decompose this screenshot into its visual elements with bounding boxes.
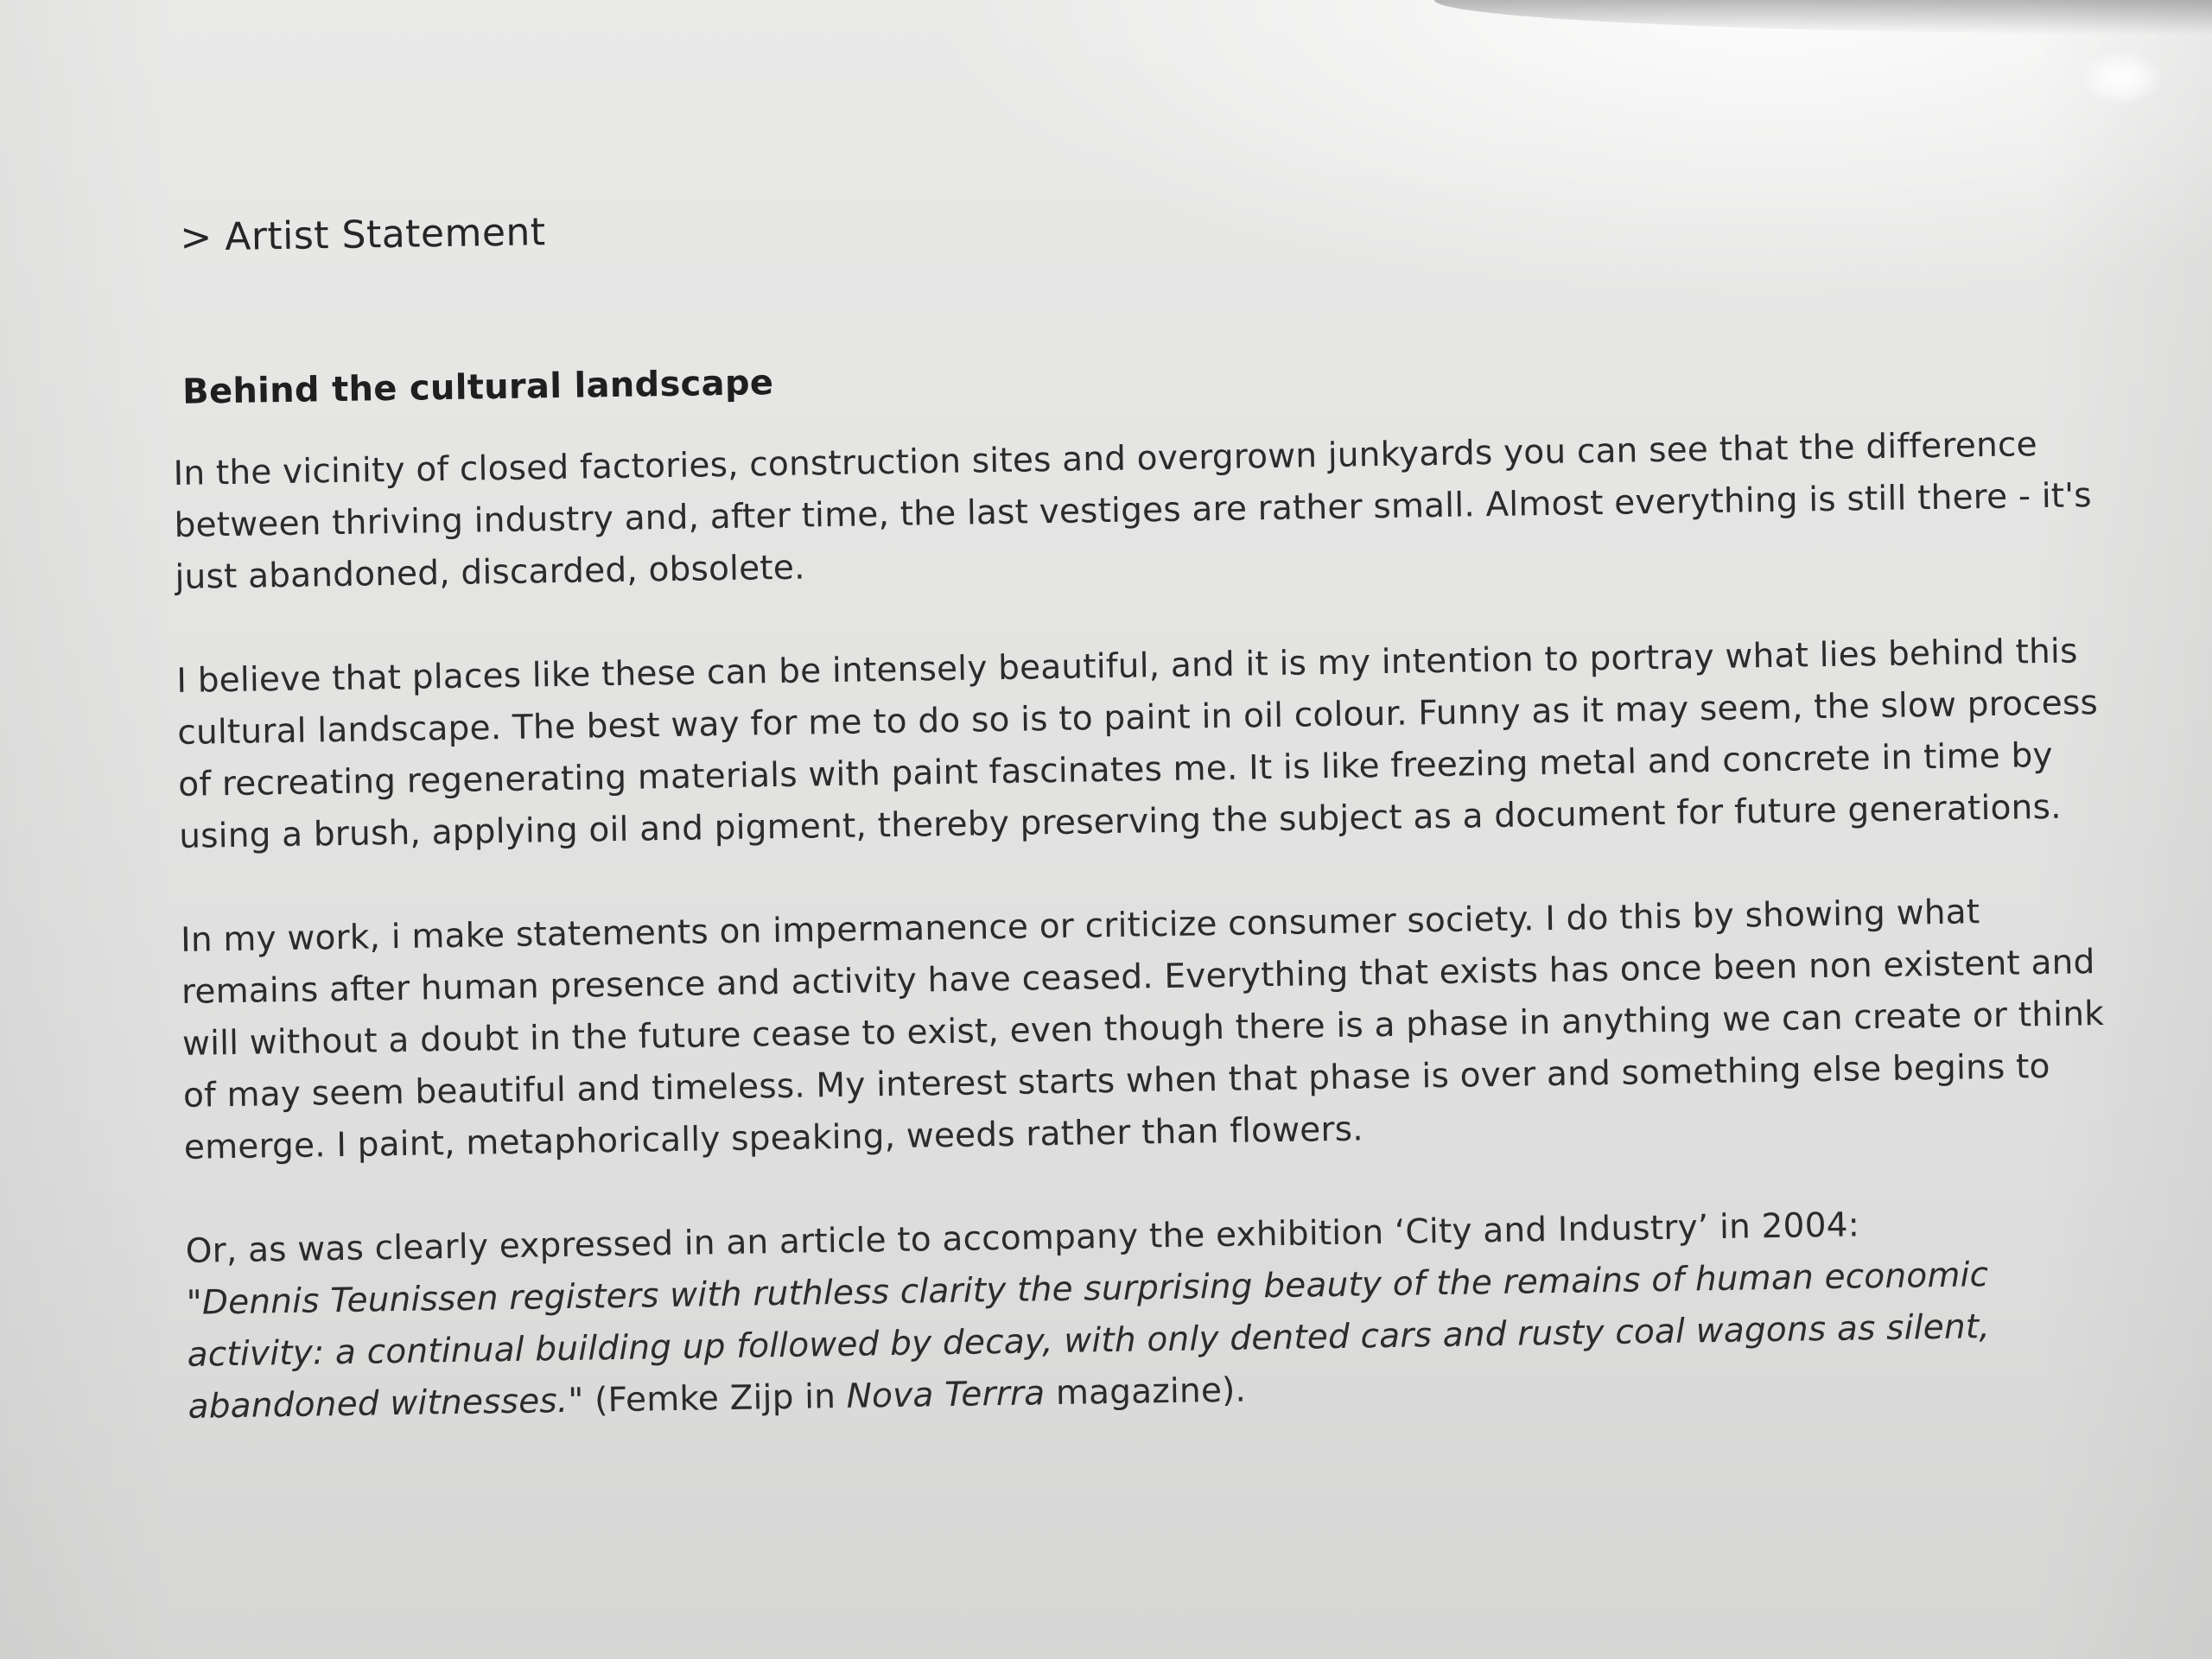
closing-intro: Or, as was clearly expressed in an article to accompany the exhibition ‘City and Industry’ in 2004:: [185, 1205, 1860, 1271]
statement-heading: Behind the cultural landscape: [181, 363, 774, 412]
attribution-after: magazine).: [1044, 1370, 1247, 1414]
magazine-name: Nova Terrra: [846, 1374, 1046, 1416]
document-body: [169, 186, 2125, 1485]
closing-paragraph: [185, 1196, 2123, 1433]
attribution-before: (Femke Zijp in: [583, 1376, 848, 1421]
paragraph-3: In my work, i make statements on impermanence or criticize consumer society. I do this by showing what remains after human presence and activity have ceased. Everything that exists has once been non existent and will without a doubt in the future cease to exist, even though there is a phase in anything we can create or think of may seem beautiful and timeless. My interest starts when that phase is over and something else begins to emerge. I paint, metaphorically speaking, weeds rather than flowers.: [180, 893, 2105, 1167]
paragraph-2: I believe that places like these can be intensely beautiful, and it is my intention to portray what lies behind this cultural landscape. The best way for me to do so is to paint in oil colour. Funny as it may seem, the slow process of recreating regenerating materials with paint fascinates me. It is like freezing metal and concrete in time by using a brush, applying oil and pigment, thereby preserving the subject as a document for future generations.: [176, 632, 2099, 856]
light-glare: [2082, 52, 2160, 104]
paragraph-1: In the vicinity of closed factories, construction sites and overgrown junkyards you can see that the difference between thriving industry and, after time, the last vestiges are rather small. Almost everything is still there - it's just abandoned, discarded, obsolete.: [173, 425, 2093, 597]
section-title: > Artist Statement: [179, 210, 546, 260]
closing-quote: "Dennis Teunissen registers with ruthless clarity the surprising beauty of the remains of human economic activity: a continual building up followed by decay, with only dented cars and rusty coal wagons as silent, abandoned witnesses.": [186, 1255, 1991, 1427]
top-shadow: [1434, 0, 2212, 35]
